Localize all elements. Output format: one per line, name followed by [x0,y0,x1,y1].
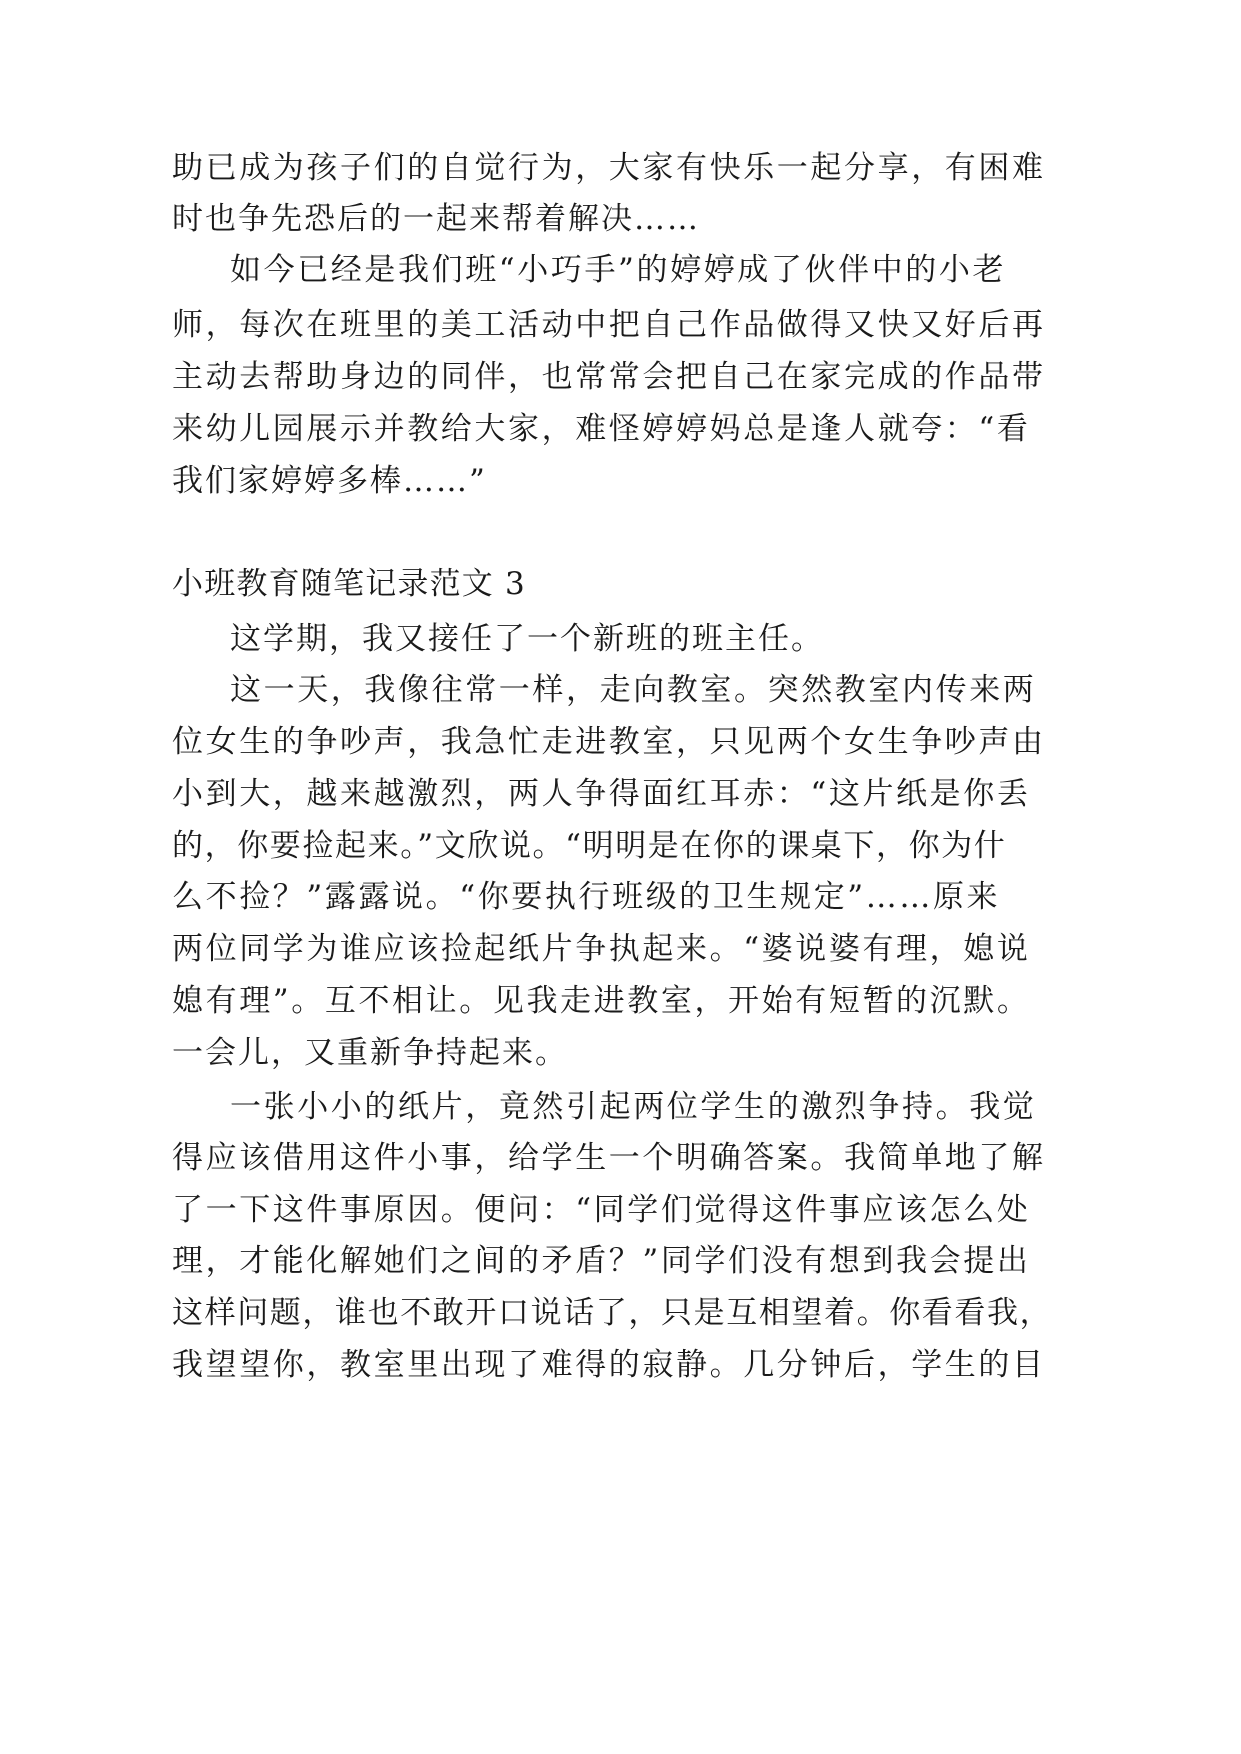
text-line: 一会儿，又重新争持起来。 [172,1035,568,1071]
text-line: 理，才能化解她们之间的矛盾？”同学们没有想到我会提出 [172,1243,1031,1279]
text-line: 的，你要捡起来。”文欣说。“明明是在你的课桌下，你为什 [172,828,1007,864]
text-line: 主动去帮助身边的同伴，也常常会把自己在家完成的作品带 [172,359,1046,395]
text-line: 如今已经是我们班“小巧手”的婷婷成了伙伴中的小老 [230,252,1007,288]
text-line: 两位同学为谁应该捡起纸片争执起来。“婆说婆有理，媳说 [172,931,1031,967]
text-line: 这学期，我又接任了一个新班的班主任。 [230,621,824,657]
text-line: 了一下这件事原因。便问：“同学们觉得这件事应该怎么处 [172,1192,1031,1228]
text-line: 位女生的争吵声，我急忙走进教室，只见两个女生争吵声由 [172,724,1046,760]
text-line: 师，每次在班里的美工活动中把自己作品做得又快又好后再 [172,307,1046,343]
text-line: 我望望你，教室里出现了难得的寂静。几分钟后，学生的目 [172,1347,1046,1383]
text-line: 媳有理”。互不相让。见我走进教室，开始有短暂的沉默。 [172,983,1031,1019]
text-line: 么不捡？”露露说。“你要执行班级的卫生规定”……原来 [172,879,1001,915]
text-line: 时也争先恐后的一起来帮着解决…… [172,201,700,237]
text-line: 这一天，我像往常一样，走向教室。突然教室内传来两 [230,672,1037,708]
text-line: 我们家婷婷多棒……” [172,463,487,499]
text-line: 来幼儿园展示并教给大家，难怪婷婷妈总是逢人就夸：“看 [172,411,1031,447]
text-line: 得应该借用这件小事，给学生一个明确答案。我简单地了解 [172,1140,1046,1176]
text-line: 小到大，越来越激烈，两人争得面红耳赤：“这片纸是你丢 [172,776,1031,812]
text-line: 这样问题，谁也不敢开口说话了，只是互相望着。你看看我， [172,1295,1053,1331]
text-line: 助已成为孩子们的自觉行为，大家有快乐一起分享，有困难 [172,150,1046,186]
section-heading: 小班教育随笔记录范文 3 [172,566,526,602]
text-line: 一张小小的纸片，竟然引起两位学生的激烈争持。我觉 [230,1089,1037,1125]
